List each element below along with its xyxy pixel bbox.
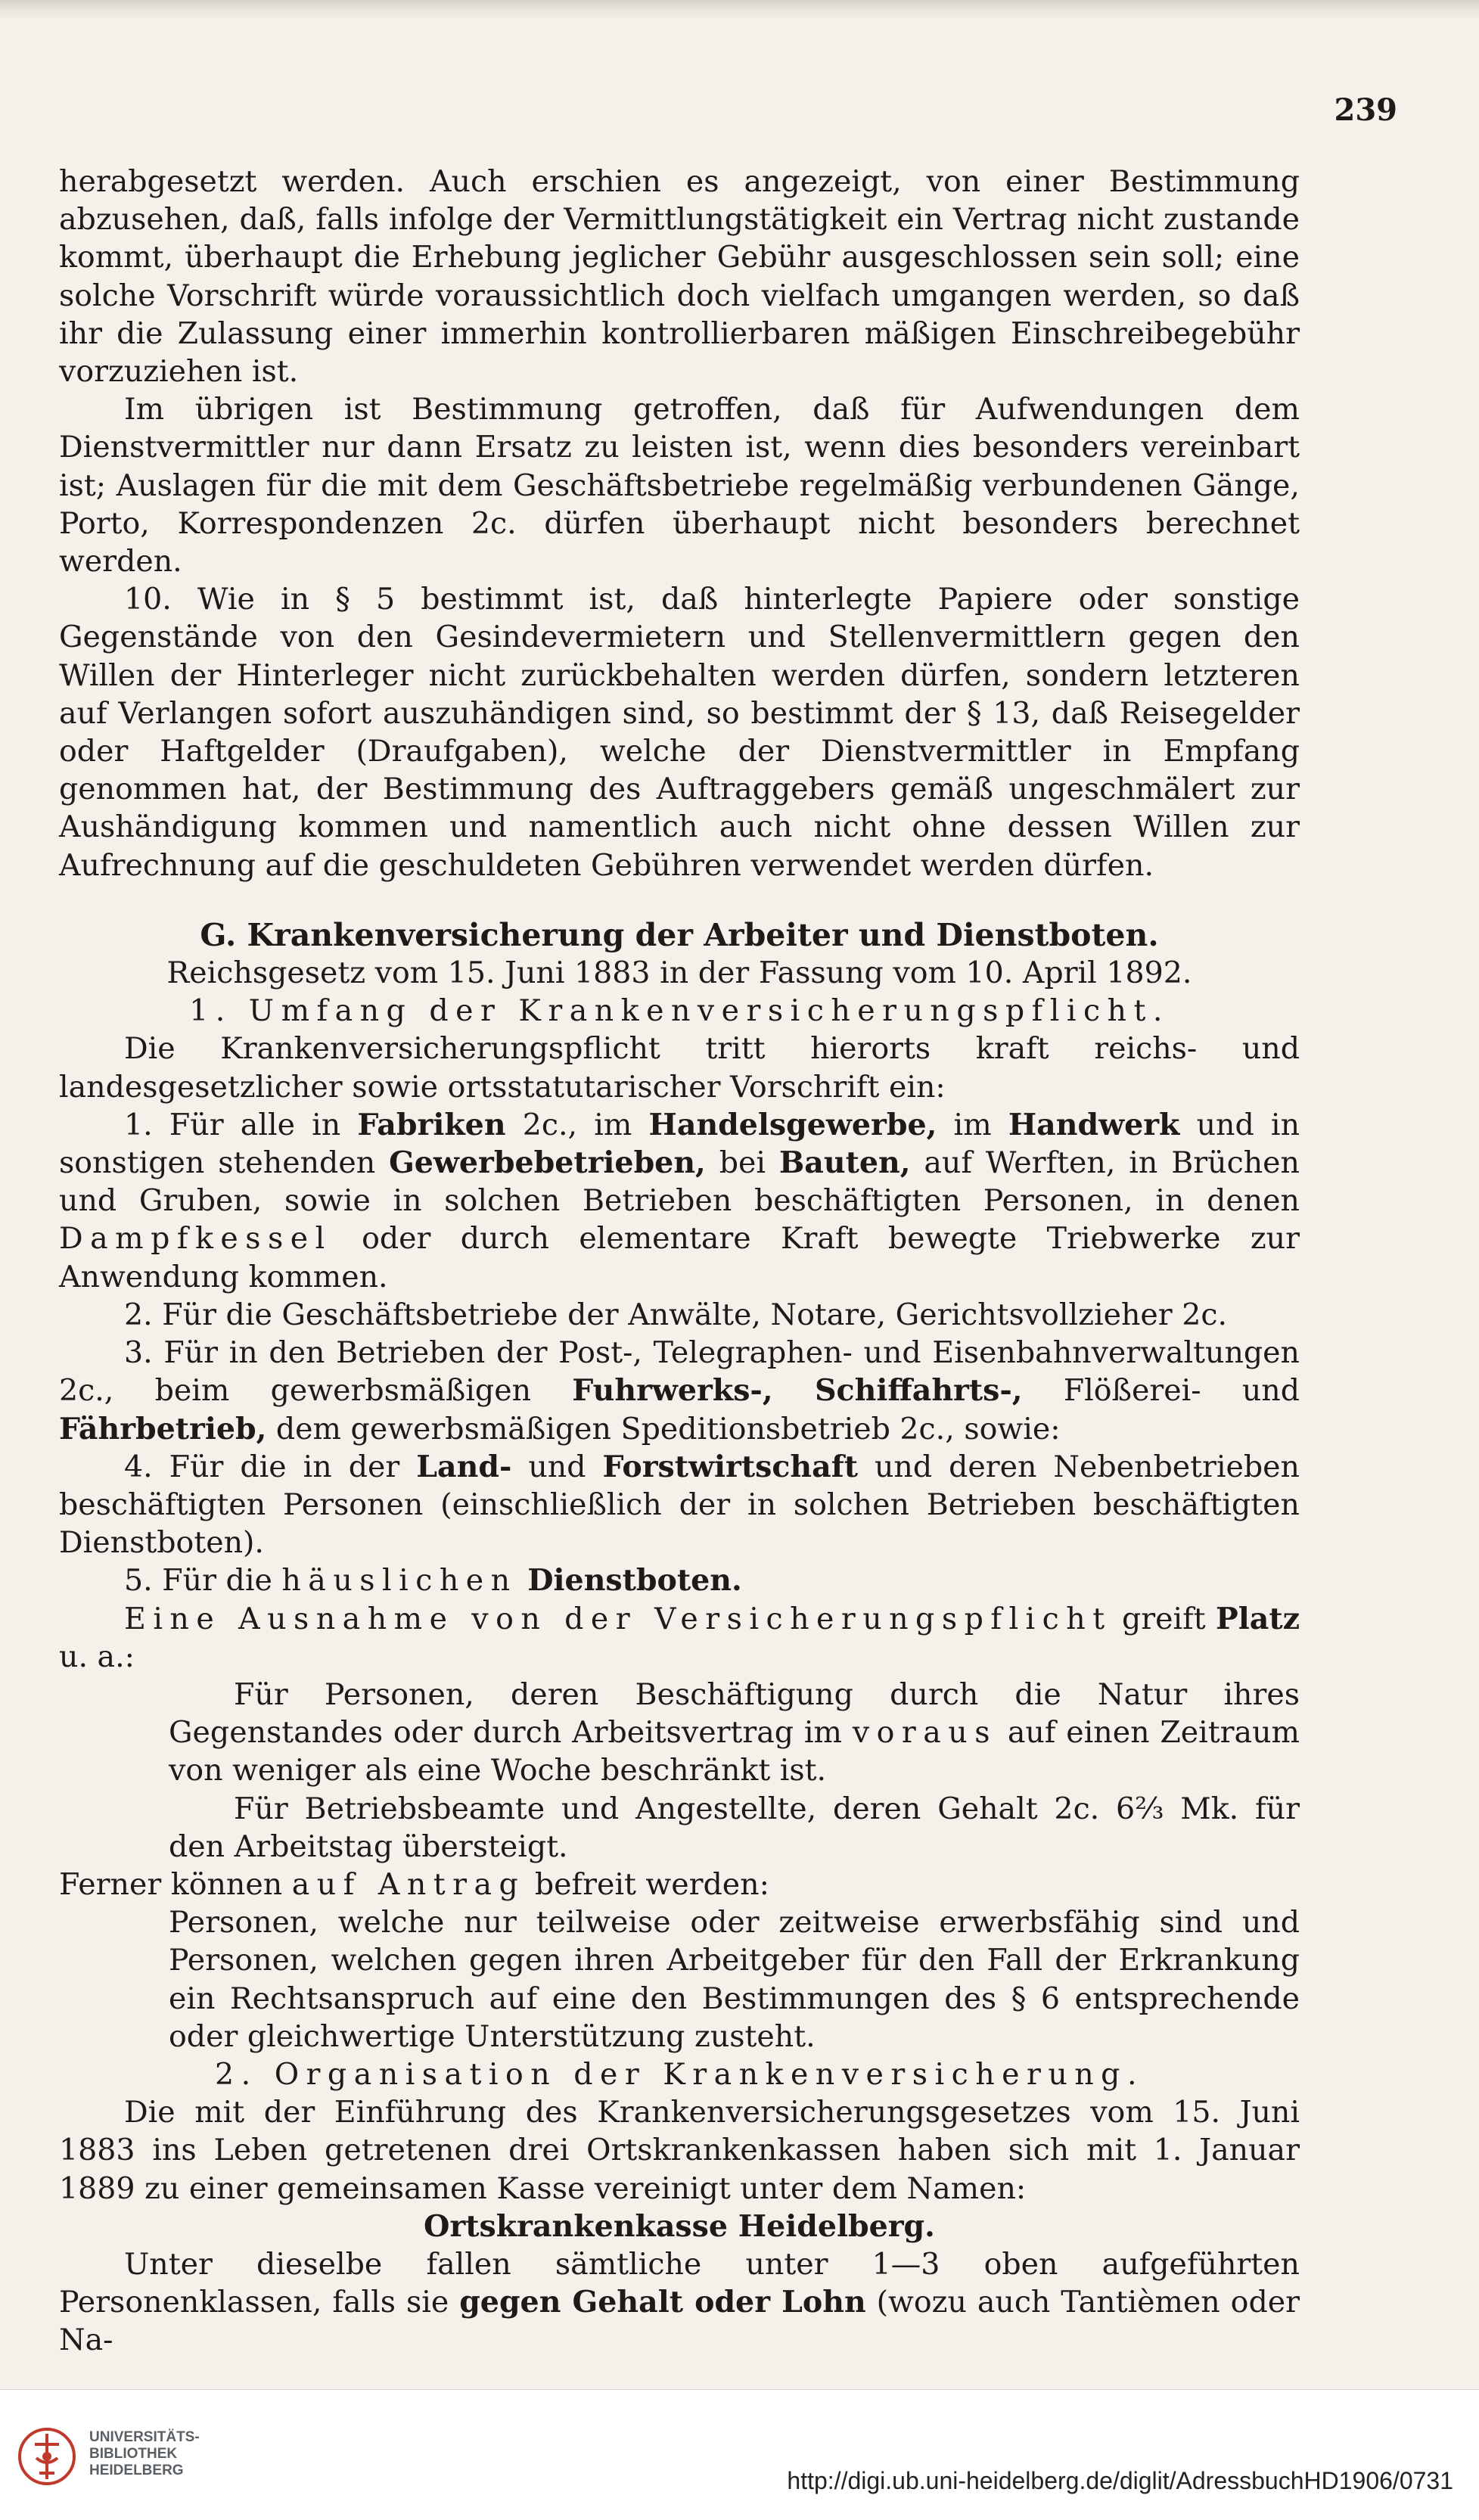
- subsection-heading: 1. Umfang der Krankenversicherungspflicht.: [189, 993, 1170, 1029]
- paragraph: herabgesetzt werden. Auch erschien es angezeigt, von einer Bestimmung abzusehen, daß, falls infolge der Vermittlungstätigkeit ein Vertrag nicht zustande kommt, überhaupt die Erhebung jeglicher Gebühr ausgeschlossen sein soll; eine solche Vorschrift würde voraussichtlich doch vielfach umgangen werden, so daß ihr die Zulassung einer immerhin kontrollierbaren mäßigen Einschreibegebühr vorzuziehen ist.: [59, 164, 1300, 390]
- exception-item: Für Personen, deren Beschäftigung durch die Natur ihres Gegenstandes oder durch Arbeitsvertrag im voraus auf einen Zeitraum von weniger als eine Woche beschränkt ist.: [169, 1676, 1300, 1788]
- list-item: 5. Für die häuslichen Dienstboten.: [124, 1563, 742, 1599]
- paragraph: Unter dieselbe fallen sämtliche unter 1—3 oben aufgeführten Personenklassen, falls sie gegen Gehalt oder Lohn (wozu auch Tantièmen oder Na-: [59, 2246, 1300, 2358]
- subsection-heading: 2. Organisation der Krankenversicherung.: [215, 2056, 1144, 2092]
- further-paragraph: Ferner können auf Antrag befreit werden:: [59, 1866, 769, 1902]
- document-text: [59, 163, 1300, 2360]
- source-url-link[interactable]: http://digi.ub.uni-heidelberg.de/diglit/AdressbuchHD1906/0731: [787, 2467, 1453, 2494]
- page-number: 239: [1334, 92, 1397, 128]
- law-reference: Reichsgesetz vom 15. Juni 1883 in der Fassung vom 10. April 1892.: [166, 955, 1192, 991]
- university-seal-icon: [17, 2419, 77, 2494]
- section-heading: G. Krankenversicherung der Arbeiter und Dienstboten.: [200, 916, 1159, 953]
- list-item: 1. Für alle in Fabriken 2c., im Handelsgewerbe, im Handwerk und in sonstigen stehenden Gewerbebetrieben, bei Bauten, auf Werften, in Brüchen und Gruben, sowie in solchen Betrieben beschäftigten Personen, in denen Dampfkessel oder durch elementare Kraft bewegte Triebwerke zur Anwendung kommen.: [59, 1107, 1300, 1294]
- list-item: 4. Für die in der Land- und Forstwirtschaft und deren Nebenbetrieben beschäftigten Personen (einschließlich der in solchen Betrieben beschäftigten Dienstboten).: [59, 1449, 1300, 1561]
- list-item: 3. Für in den Betrieben der Post-, Telegraphen- und Eisenbahnverwaltungen 2c., beim gewerbsmäßigen Fuhrwerks-, Schiffahrts-, Flößerei- und Fährbetrieb, dem gewerbsmäßigen Speditionsbetrieb 2c., sowie:: [59, 1335, 1300, 1446]
- exception-item: Personen, welche nur teilweise oder zeitweise erwerbsfähig sind und Personen, welchen gegen ihren Arbeitgeber für den Fall der Erkrankung ein Rechtsanspruch auf eine den Bestimmungen des § 6 entsprechende oder gleichwertige Unterstützung zusteht.: [169, 1905, 1300, 2054]
- list-item: 2. Für die Geschäftsbetriebe der Anwälte, Notare, Gerichtsvollzieher 2c.: [124, 1297, 1228, 1332]
- exception-paragraph: Eine Ausnahme von der Versicherungspflicht greift Platz u. a.:: [59, 1601, 1300, 1674]
- footer-bar: [0, 2389, 1479, 2520]
- exception-item: Für Betriebsbeamte und Angestellte, deren Gehalt 2c. 6⅔ Mk. für den Arbeitstag übersteigt.: [169, 1791, 1300, 1864]
- intro-paragraph: Die Krankenversicherungspflicht tritt hierorts kraft reichs- und landesgesetzlicher sowie ortsstatutarischer Vorschrift ein:: [59, 1031, 1300, 1105]
- paragraph: Die mit der Einführung des Krankenversicherungsgesetzes vom 15. Juni 1883 ins Leben getretenen drei Ortskrankenkassen haben sich mit 1. Januar 1889 zu einer gemeinsamen Kasse vereinigt unter dem Namen:: [59, 2095, 1300, 2206]
- scan-edge: [0, 0, 1479, 20]
- fund-name: Ortskrankenkasse Heidelberg.: [424, 2208, 935, 2244]
- library-name: UNIVERSITÄTS- BIBLIOTHEK HEIDELBERG: [89, 2429, 200, 2478]
- paragraph: Im übrigen ist Bestimmung getroffen, daß für Aufwendungen dem Dienstvermittler nur dann Ersatz zu leisten ist, wenn dies besonders vereinbart ist; Auslagen für die mit dem Geschäftsbetriebe regelmäßig verbundenen Gänge, Porto, Korrespondenzen 2c. dürfen überhaupt nicht besonders berechnet werden.: [59, 392, 1300, 580]
- paragraph: 10. Wie in § 5 bestimmt ist, daß hinterlegte Papiere oder sonstige Gegenstände von den Gesindevermietern und Stellenvermittlern gegen den Willen der Hinterleger nicht zurückbehalten werden dürfen, sondern letzteren auf Verlangen sofort auszuhändigen sind, so bestimmt der § 13, daß Reisegelder oder Haftgelder (Draufgaben), welche der Dienstvermittler in Empfang genommen hat, der Bestimmung des Auftraggebers gemäß ungeschmälert zur Aushändigung kommen und namentlich auch nicht ohne dessen Willen zur Aufrechnung auf die geschuldeten Gebühren verwendet werden dürfen.: [59, 582, 1300, 883]
